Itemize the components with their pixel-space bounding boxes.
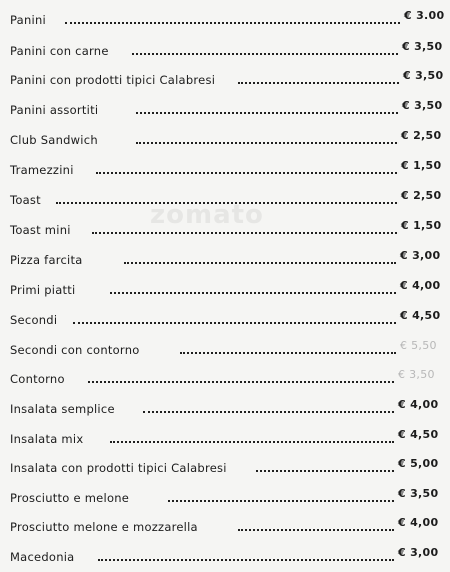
dot-leader xyxy=(143,411,394,413)
dot-leader xyxy=(56,202,397,204)
menu-item xyxy=(0,71,450,91)
menu-item xyxy=(0,518,450,538)
dot-leader xyxy=(110,441,394,443)
dot-leader xyxy=(136,112,398,114)
menu-item xyxy=(0,489,450,509)
dot-leader xyxy=(168,500,394,502)
menu-item-name: Secondi con contorno xyxy=(10,343,140,357)
menu-item-name: Panini con prodotti tipici Calabresi xyxy=(10,73,216,87)
menu-item-price: € 3,00 xyxy=(400,249,441,262)
menu-item xyxy=(0,42,450,62)
menu-item-name: Insalata semplice xyxy=(10,402,115,416)
watermark-text: zomato xyxy=(150,200,264,230)
dot-leader xyxy=(88,381,394,383)
menu-item-price: € 4,00 xyxy=(400,279,441,292)
menu-item xyxy=(0,11,450,31)
menu-item-name: Pizza farcita xyxy=(10,253,83,267)
menu-item-name: Primi piatti xyxy=(10,283,76,297)
menu-item-price: € 3.00 xyxy=(404,9,445,22)
dot-leader xyxy=(256,470,394,472)
dot-leader xyxy=(124,262,396,264)
menu-item xyxy=(0,430,450,450)
menu-item-name: Prosciutto e melone xyxy=(10,491,130,505)
menu-item-name: Toast xyxy=(10,193,41,207)
menu-item-price: € 1,50 xyxy=(401,159,442,172)
menu-item-name: Panini xyxy=(10,13,46,27)
menu-item-price: € 4,50 xyxy=(400,309,441,322)
menu-item-name: Secondi xyxy=(10,313,58,327)
menu-item-price: € 5,50 xyxy=(400,339,437,352)
menu-item xyxy=(0,191,450,211)
menu-item-name: Panini assortiti xyxy=(10,103,99,117)
menu-item xyxy=(0,101,450,121)
menu-item xyxy=(0,221,450,241)
menu-item-price: € 3,00 xyxy=(398,546,439,559)
menu-item xyxy=(0,370,450,390)
dot-leader xyxy=(238,529,394,531)
menu-item-price: € 1,50 xyxy=(401,219,442,232)
menu-item-name: Contorno xyxy=(10,372,65,386)
dot-leader xyxy=(65,22,400,24)
menu-item-name: Insalata con prodotti tipici Calabresi xyxy=(10,461,227,475)
menu-item-name: Panini con carne xyxy=(10,44,109,58)
dot-leader xyxy=(110,292,396,294)
dot-leader xyxy=(96,172,397,174)
menu-item-price: € 3,50 xyxy=(402,99,443,112)
menu-item-name: Macedonia xyxy=(10,550,75,564)
menu-item-price: € 4,00 xyxy=(398,398,439,411)
menu-item xyxy=(0,161,450,181)
dot-leader xyxy=(136,142,397,144)
menu-item xyxy=(0,311,450,331)
menu-item-name: Toast mini xyxy=(10,223,71,237)
dot-leader xyxy=(132,53,398,55)
menu-item-price: € 4,00 xyxy=(398,516,439,529)
menu-item xyxy=(0,251,450,271)
menu-item-price: € 3,50 xyxy=(398,368,435,381)
menu-item-price: € 5,00 xyxy=(398,457,439,470)
menu-item xyxy=(0,548,450,568)
menu-item xyxy=(0,341,450,361)
menu-item-name: Prosciutto melone e mozzarella xyxy=(10,520,198,534)
menu-item-price: € 3,50 xyxy=(402,40,443,53)
menu-item-name: Tramezzini xyxy=(10,163,74,177)
dot-leader xyxy=(238,82,399,84)
dot-leader xyxy=(73,322,396,324)
dot-leader xyxy=(98,559,394,561)
menu-item-price: € 3,50 xyxy=(403,69,444,82)
menu-item-price: € 3,50 xyxy=(398,487,439,500)
menu-item xyxy=(0,281,450,301)
menu-item-name: Club Sandwich xyxy=(10,133,98,147)
dot-leader xyxy=(92,232,397,234)
menu-item-price: € 2,50 xyxy=(401,189,442,202)
menu-item-price: € 4,50 xyxy=(398,428,439,441)
dot-leader xyxy=(180,352,396,354)
menu-item-price: € 2,50 xyxy=(401,129,442,142)
menu-item xyxy=(0,400,450,420)
menu-item xyxy=(0,459,450,479)
menu-item xyxy=(0,131,450,151)
menu-item-name: Insalata mix xyxy=(10,432,84,446)
